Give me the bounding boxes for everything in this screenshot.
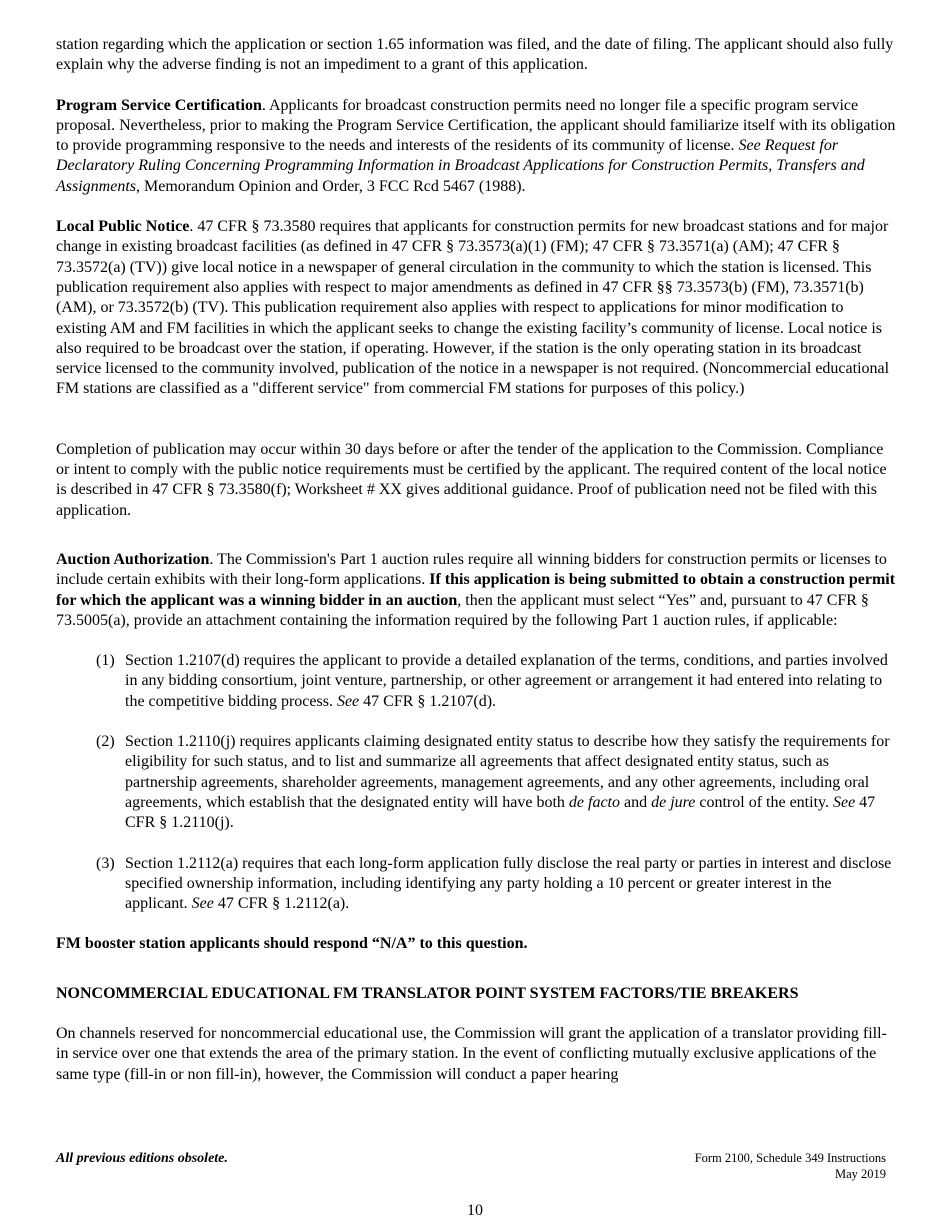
list-item xyxy=(56,854,896,915)
list-item-number: (1) xyxy=(96,652,115,670)
page-number: 10 xyxy=(467,1202,483,1219)
paragraph-local-public-notice xyxy=(56,217,896,400)
list-item-number: (3) xyxy=(96,854,115,872)
list-item-text: Section 1.2107(d) requires the applicant to provide a detailed explanation of the terms, conditions, and parties involved in any bidding consortium, joint venture, partnership, or other agreement or arrangement it had entered into relating to the competitive bidding process. See 47 CFR § 1.2107(d). xyxy=(125,652,888,710)
booster-note: FM booster station applicants should respond “N/A” to this question. xyxy=(56,935,528,953)
footer-form-date: May 2019 xyxy=(834,1167,886,1181)
paragraph-program-service xyxy=(56,96,896,197)
list-item-number: (2) xyxy=(96,733,115,751)
footer-form-name: Form 2100, Schedule 349 Instructions xyxy=(694,1151,886,1165)
auction-bold-text: If this application is being submitted to obtain a construction permit for which the applicant was a winning bidder in an auction xyxy=(56,571,896,609)
list-item xyxy=(56,732,896,833)
auction-text-continued: , then the applicant must select “Yes” and, pursuant to 47 CFR § 73.5005(a), provide an attachment containing the information required by the following Part 1 auction rules, if applicable: xyxy=(56,591,869,629)
program-service-citation: See Request for Declaratory Ruling Concerning Programming Information in Broadcast Applications for Construction Permits, Transfers and Assignments xyxy=(56,137,865,195)
paragraph-auction-authorization xyxy=(56,550,896,631)
paragraph-completion: Completion of publication may occur within 30 days before or after the tender of the application to the Commission. Compliance or intent to comply with the public notice requirements must be certified by the applicant. The required content of the local notice is described in 47 CFR § 73.3580(f); Worksheet # XX gives additional guidance. Proof of publication need not be filed with this application. xyxy=(56,440,887,519)
paragraph-nce: On channels reserved for noncommercial educational use, the Commission will grant the application of a translator providing fill-in service over one that extends the area of the primary station. In the event of conflicting mutually exclusive applications of the same type (fill-in or non fill-in), however, the Commission will conduct a paper hearing xyxy=(56,1024,887,1083)
list-item xyxy=(56,651,896,712)
program-service-text: . Applicants for broadcast construction permits need no longer file a specific program service proposal. Nevertheless, prior to making the Program Service Certification, the applicant should familiarize itself with its obligation to provide programming responsive to the needs and interests of the residents of its community of license. xyxy=(56,96,896,155)
paragraph-adverse-finding: station regarding which the application or section 1.65 information was filed, and the date of filing. The applicant should also fully explain why the adverse finding is not an impediment to a grant of this application. xyxy=(56,36,894,74)
document-body xyxy=(56,35,896,1085)
footer-obsolete-note: All previous editions obsolete. xyxy=(56,1151,228,1166)
auction-text: . The Commission's Part 1 auction rules require all winning bidders for construction permits or licenses to include certain exhibits with their long-form applications. xyxy=(56,550,887,589)
local-notice-text: . 47 CFR § 73.3580 requires that applicants for construction permits for new broadcast stations and for major change in existing broadcast facilities (as defined in 47 CFR § 73.3573(a)(1) (FM); 47 CFR § 73.3571(a) (AM); 47 CFR § 73.3572(a) (TV)) give local notice in a newspaper of general circulation in the community to which the station is licensed. This publication requirement also applies with respect to major amendments as defined in 47 CFR §§ 73.3573(b) (FM), 73.3571(b) (AM), or 73.3572(b) (TV). This publication requirement also applies with respect to applications for minor modification to existing AM and FM facilities in which the applicant seeks to change the existing facility’s community of license. Local notice is also required to be broadcast over the station, if operating. However, if the station is the only operating station in its broadcast service licensed to the community involved, publication of the notice in a newspaper is not required. (Noncommercial educational FM stations are classified as a "different service" from commercial FM stations for purposes of this policy.) xyxy=(56,218,890,398)
list-item-text: Section 1.2112(a) requires that each long-form application fully disclose the real party or parties in interest and disclose specified ownership information, including identifying any party holding a 10 percent or greater interest in the applicant. See 47 CFR § 1.2112(a). xyxy=(125,854,892,913)
list-item-text: Section 1.2110(j) requires applicants claiming designated entity status to describe how they satisfy the requirements for eligibility for such status, and to list and summarize all agreements that affect designated entity status, such as partnership agreements, shareholder agreements, management agreements, and any other agreements, including oral agreements, which establish that the designated entity will have both de facto and de jure control of the entity. See 47 CFR § 1.2110(j). xyxy=(125,733,890,832)
local-notice-heading: Local Public Notice xyxy=(56,218,190,236)
program-service-citation-rest: , Memorandum Opinion and Order, 3 FCC Rcd 5467 (1988). xyxy=(136,177,526,195)
auction-rules-list xyxy=(56,651,896,914)
footer-form-info xyxy=(695,1150,886,1182)
auction-heading: Auction Authorization xyxy=(56,550,210,568)
program-service-heading: Program Service Certification xyxy=(56,96,262,114)
nce-section-heading: NONCOMMERCIAL EDUCATIONAL FM TRANSLATOR POINT SYSTEM FACTORS/TIE BREAKERS xyxy=(56,984,799,1002)
